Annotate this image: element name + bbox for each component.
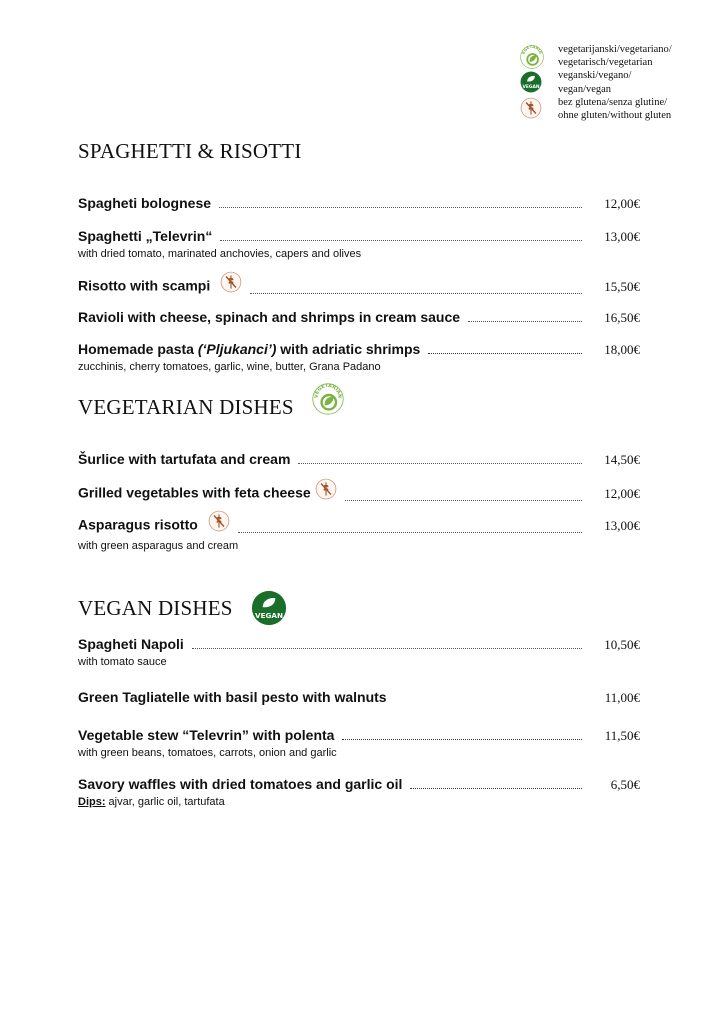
dot-leader — [468, 320, 582, 322]
item-name-part: with adriatic shrimps — [276, 341, 421, 357]
gluten-free-icon — [220, 271, 242, 293]
dot-leader — [219, 206, 582, 208]
item-name: Vegetable stew “Televrin” with polenta — [78, 727, 335, 743]
menu-item — [78, 451, 640, 468]
legend-vegetarian-line1: vegetarijanski/vegetariano/ — [558, 44, 672, 55]
item-description: with dried tomato, marinated anchovies, capers and olives — [78, 248, 362, 260]
item-description: with green asparagus and cream — [78, 540, 239, 552]
item-price: 11,50€ — [604, 728, 640, 743]
item-price: 10,50€ — [604, 637, 640, 652]
gluten-free-icon — [208, 510, 230, 532]
item-price: 13,00€ — [604, 517, 640, 533]
item-name-part: Homemade pasta — [78, 341, 198, 357]
item-price: 16,50€ — [604, 310, 640, 325]
gluten-free-icon — [520, 97, 542, 119]
item-name: Ravioli with cheese, spinach and shrimps in cream sauce — [78, 309, 461, 325]
legend-vegetarian-line2: vegetarisch/vegetarian — [558, 57, 653, 69]
dot-leader — [428, 352, 582, 354]
menu-item — [78, 727, 640, 759]
vegan-icon — [520, 71, 542, 93]
item-name-text: Grilled vegetables with feta cheese — [78, 484, 311, 501]
legend-vegan-line2: vegan/vegan — [558, 83, 612, 95]
item-name: Šurlice with tartufata and cream — [78, 451, 291, 467]
vegan-icon — [251, 590, 287, 626]
item-name-text: Risotto with scampi — [78, 277, 211, 294]
item-name-italic: (‘Pljukanci’) — [197, 341, 277, 357]
item-name: Savory waffles with dried tomatoes and garlic oil — [78, 776, 403, 792]
item-price: 13,00€ — [604, 229, 640, 244]
item-price: 11,00€ — [604, 690, 640, 705]
item-name: Spaghetti „Televrin“ — [78, 228, 213, 244]
item-price: 12,00€ — [604, 196, 640, 211]
item-name — [78, 483, 337, 505]
legend-vegetarian-badge-text: EGETARIA — [520, 45, 544, 55]
gluten-free-icon — [315, 478, 337, 500]
dot-leader — [220, 239, 582, 241]
item-description: zucchinis, cherry tomatoes, garlic, wine, butter, Grana Padano — [78, 361, 381, 373]
item-name — [78, 276, 242, 298]
menu-item — [78, 276, 640, 298]
item-name: Spagheti bolognese — [78, 195, 212, 211]
item-price: 15,50€ — [604, 278, 640, 294]
vegetarian-badge-text: VEGETARIAN — [314, 383, 342, 399]
menu-item — [78, 776, 640, 808]
dot-leader — [238, 531, 582, 533]
menu-item — [78, 195, 640, 212]
legend-text — [558, 43, 723, 122]
item-name: Spagheti Napoli — [78, 636, 184, 652]
vegetarian-icon — [312, 383, 344, 415]
menu-item — [78, 636, 640, 668]
section-title-pasta: SPAGHETTI & RISOTTI — [78, 139, 302, 163]
dot-leader — [410, 787, 582, 789]
item-description: with green beans, tomatoes, carrots, onion and garlic — [78, 747, 337, 759]
item-price: 14,50€ — [604, 452, 640, 467]
item-name — [78, 341, 420, 357]
item-name — [78, 515, 230, 537]
item-name: Green Tagliatelle with basil pesto with walnuts — [78, 689, 387, 705]
dot-leader — [298, 462, 582, 464]
dips-label: Dips: — [78, 796, 106, 808]
legend-vegan-line1: veganski/vegano/ — [558, 70, 632, 82]
menu-item — [78, 483, 640, 505]
item-description: with tomato sauce — [78, 656, 167, 668]
menu-item — [78, 515, 640, 552]
legend-glutenfree-line1: bez glutena/senza glutine/ — [558, 96, 668, 108]
vegetarian-icon — [520, 45, 544, 69]
dot-leader — [192, 647, 582, 649]
menu-item — [78, 309, 640, 326]
item-name-text: Asparagus risotto — [78, 516, 198, 533]
section-title-vegan: VEGAN DISHES — [78, 596, 233, 620]
legend-vegan-badge-text: VEGAN — [522, 85, 540, 91]
legend-glutenfree-line2: ohne gluten/without gluten — [558, 110, 672, 122]
item-price: 12,00€ — [604, 485, 640, 501]
dips-text: ajvar, garlic oil, tartufata — [105, 796, 225, 808]
dot-leader — [250, 292, 582, 294]
dot-leader — [345, 499, 582, 501]
menu-item — [78, 689, 640, 706]
item-price: 18,00€ — [604, 342, 640, 357]
section-title-vegetarian: VEGETARIAN DISHES — [78, 395, 294, 419]
item-price: 6,50€ — [610, 777, 640, 792]
dot-leader — [342, 738, 582, 740]
item-description — [78, 796, 640, 808]
menu-item — [78, 341, 640, 373]
menu-item — [78, 228, 640, 260]
vegan-badge-text: VEGAN — [255, 610, 283, 620]
